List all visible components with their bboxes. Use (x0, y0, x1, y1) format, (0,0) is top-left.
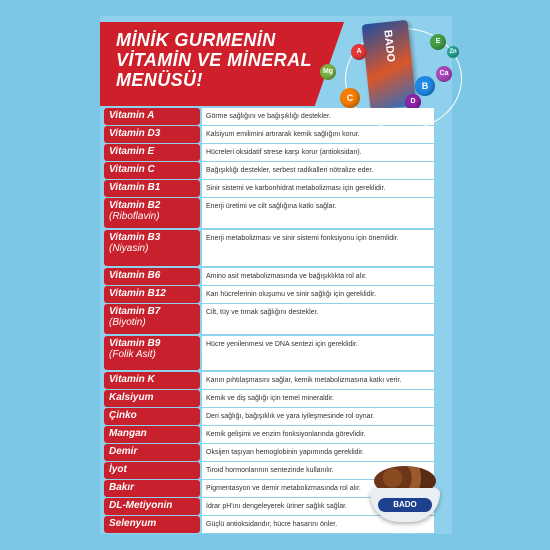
nutrient-name-pill (104, 390, 200, 407)
nutrient-name-pill (104, 408, 200, 425)
nutrient-name-pill (104, 498, 200, 515)
nutrient-name-pill (104, 144, 200, 161)
nutrient-name: Vitamin B12 (109, 288, 166, 299)
list-item (104, 286, 434, 303)
nutrient-name: Vitamin D3 (109, 128, 161, 139)
page-title (116, 30, 326, 90)
nutrient-name-pill (104, 230, 200, 266)
nutrient-description: Güçlü antioksidandır, hücre hasarını önler. (202, 516, 434, 533)
vitamin-ball-icon: D (405, 94, 421, 110)
list-item (104, 144, 434, 161)
nutrient-description: İdrar pH'ını dengeleyerek üriner sağlık sağlar. (202, 498, 434, 515)
vitamin-ball-icon: B (415, 76, 435, 96)
list-item (104, 198, 434, 228)
vitamin-ball-icon: Ca (436, 66, 452, 82)
bag-brand-label: BADO (381, 29, 397, 63)
nutrient-description: Sinir sistemi ve karbonhidrat metabolizması için gereklidir. (202, 180, 434, 197)
nutrient-name: Bakır (109, 482, 135, 493)
nutrient-name: Mangan (109, 428, 147, 439)
nutrient-description: Enerji metabolizması ve sinir sistemi fonksiyonu için önemlidir. (202, 230, 434, 266)
nutrient-name: Vitamin B9 (109, 338, 161, 349)
list-item (104, 108, 434, 125)
vitamin-ball-icon: Zn (447, 46, 459, 58)
nutrient-description: Deri sağlığı, bağışıklık ve yara iyileşmesinde rol oynar. (202, 408, 434, 425)
nutrient-name: Vitamin K (109, 374, 155, 385)
nutrient-description: Amino asit metabolizmasında ve bağışıklıkta rol alır. (202, 268, 434, 285)
vitamin-ball-icon: Mg (320, 64, 336, 80)
list-item (104, 426, 434, 443)
vitamin-ball-icon: E (430, 34, 446, 50)
nutrient-name-pill (104, 462, 200, 479)
vitamin-ball-icon: C (340, 88, 360, 108)
nutrient-name-pill (104, 336, 200, 370)
food-bowl-image (370, 462, 440, 522)
nutrient-name: Demir (109, 446, 138, 457)
nutrient-name-pill (104, 198, 200, 228)
nutrient-description: Kalsiyum emilimini artırarak kemik sağlığını korur. (202, 126, 434, 143)
nutrient-name: Kalsiyum (109, 392, 154, 403)
nutrient-name-pill (104, 108, 200, 125)
nutrient-subname: (Biyotin) (109, 317, 146, 328)
nutrient-name: Vitamin B6 (109, 270, 161, 281)
title-line-2: VİTAMİN VE MİNERAL (116, 50, 312, 70)
nutrient-description: Pigmentasyon ve demir metabolizmasında rol alır. (202, 480, 434, 497)
nutrient-description: Kemik gelişimi ve enzim fonksiyonlarında görevlidir. (202, 426, 434, 443)
nutrient-name: Çinko (109, 410, 137, 421)
nutrient-name-pill (104, 516, 200, 533)
list-item (104, 372, 434, 389)
nutrient-description: Hücreleri oksidatif strese karşı korur (antioksidan). (202, 144, 434, 161)
nutrient-name-pill (104, 180, 200, 197)
nutrient-name-pill (104, 162, 200, 179)
bowl-brand-label: BADO (378, 498, 432, 512)
nutrient-name-pill (104, 304, 200, 334)
nutrient-subname: (Niyasin) (109, 243, 149, 254)
list-item (104, 304, 434, 334)
nutrient-name: Vitamin E (109, 146, 155, 157)
nutrient-name: Vitamin B3 (109, 232, 161, 243)
nutrient-name: Vitamin C (109, 164, 155, 175)
nutrient-description: Görme sağlığını ve bağışıklığı destekler. (202, 108, 434, 125)
title-line-3: MENÜSÜ! (116, 70, 203, 90)
nutrient-description: Cilt, tüy ve tırnak sağlığını destekler. (202, 304, 434, 334)
nutrient-description: Enerji üretimi ve cilt sağlığına katkı sağlar. (202, 198, 434, 228)
nutrient-name-pill (104, 286, 200, 303)
nutrient-description: Kemik ve diş sağlığı için temel mineraldir. (202, 390, 434, 407)
title-line-1: MİNİK GURMENİN (116, 30, 276, 50)
nutrient-subname: (Folik Asit) (109, 349, 156, 360)
nutrient-name: Vitamin A (109, 110, 155, 121)
nutrient-description: Hücre yenilenmesi ve DNA sentezi için gereklidir. (202, 336, 434, 370)
nutrient-description: Kanın pıhtılaşmasını sağlar, kemik metabolizmasına katkı verir. (202, 372, 434, 389)
nutrient-description: Kan hücrelerinin oluşumu ve sinir sağlığı için gereklidir. (202, 286, 434, 303)
nutrient-name: İyot (109, 464, 127, 475)
nutrient-name-pill (104, 268, 200, 285)
vitamin-ball-icon: A (351, 44, 367, 60)
nutrient-subname: (Riboflavin) (109, 211, 160, 222)
nutrient-description: Tiroid hormonlarının sentezinde kullanılır. (202, 462, 434, 479)
list-item (104, 390, 434, 407)
nutrient-name: Selenyum (109, 518, 157, 529)
nutrient-name-pill (104, 444, 200, 461)
nutrient-description: Bağışıklığı destekler, serbest radikalleri nötralize eder. (202, 162, 434, 179)
nutrient-name: Vitamin B2 (109, 200, 161, 211)
nutrient-name-pill (104, 426, 200, 443)
list-item (104, 336, 434, 370)
nutrient-name-pill (104, 480, 200, 497)
nutrient-description: Oksijen taşıyan hemoglobinin yapımında gereklidir. (202, 444, 434, 461)
list-item (104, 180, 434, 197)
nutrient-name-pill (104, 372, 200, 389)
list-item (104, 162, 434, 179)
list-item (104, 444, 434, 461)
nutrient-name: DL-Metiyonin (109, 500, 173, 511)
nutrient-name: Vitamin B7 (109, 306, 161, 317)
list-item (104, 268, 434, 285)
list-item (104, 408, 434, 425)
nutrient-name: Vitamin B1 (109, 182, 161, 193)
nutrient-name-pill (104, 126, 200, 143)
list-item (104, 126, 434, 143)
list-item (104, 230, 434, 266)
